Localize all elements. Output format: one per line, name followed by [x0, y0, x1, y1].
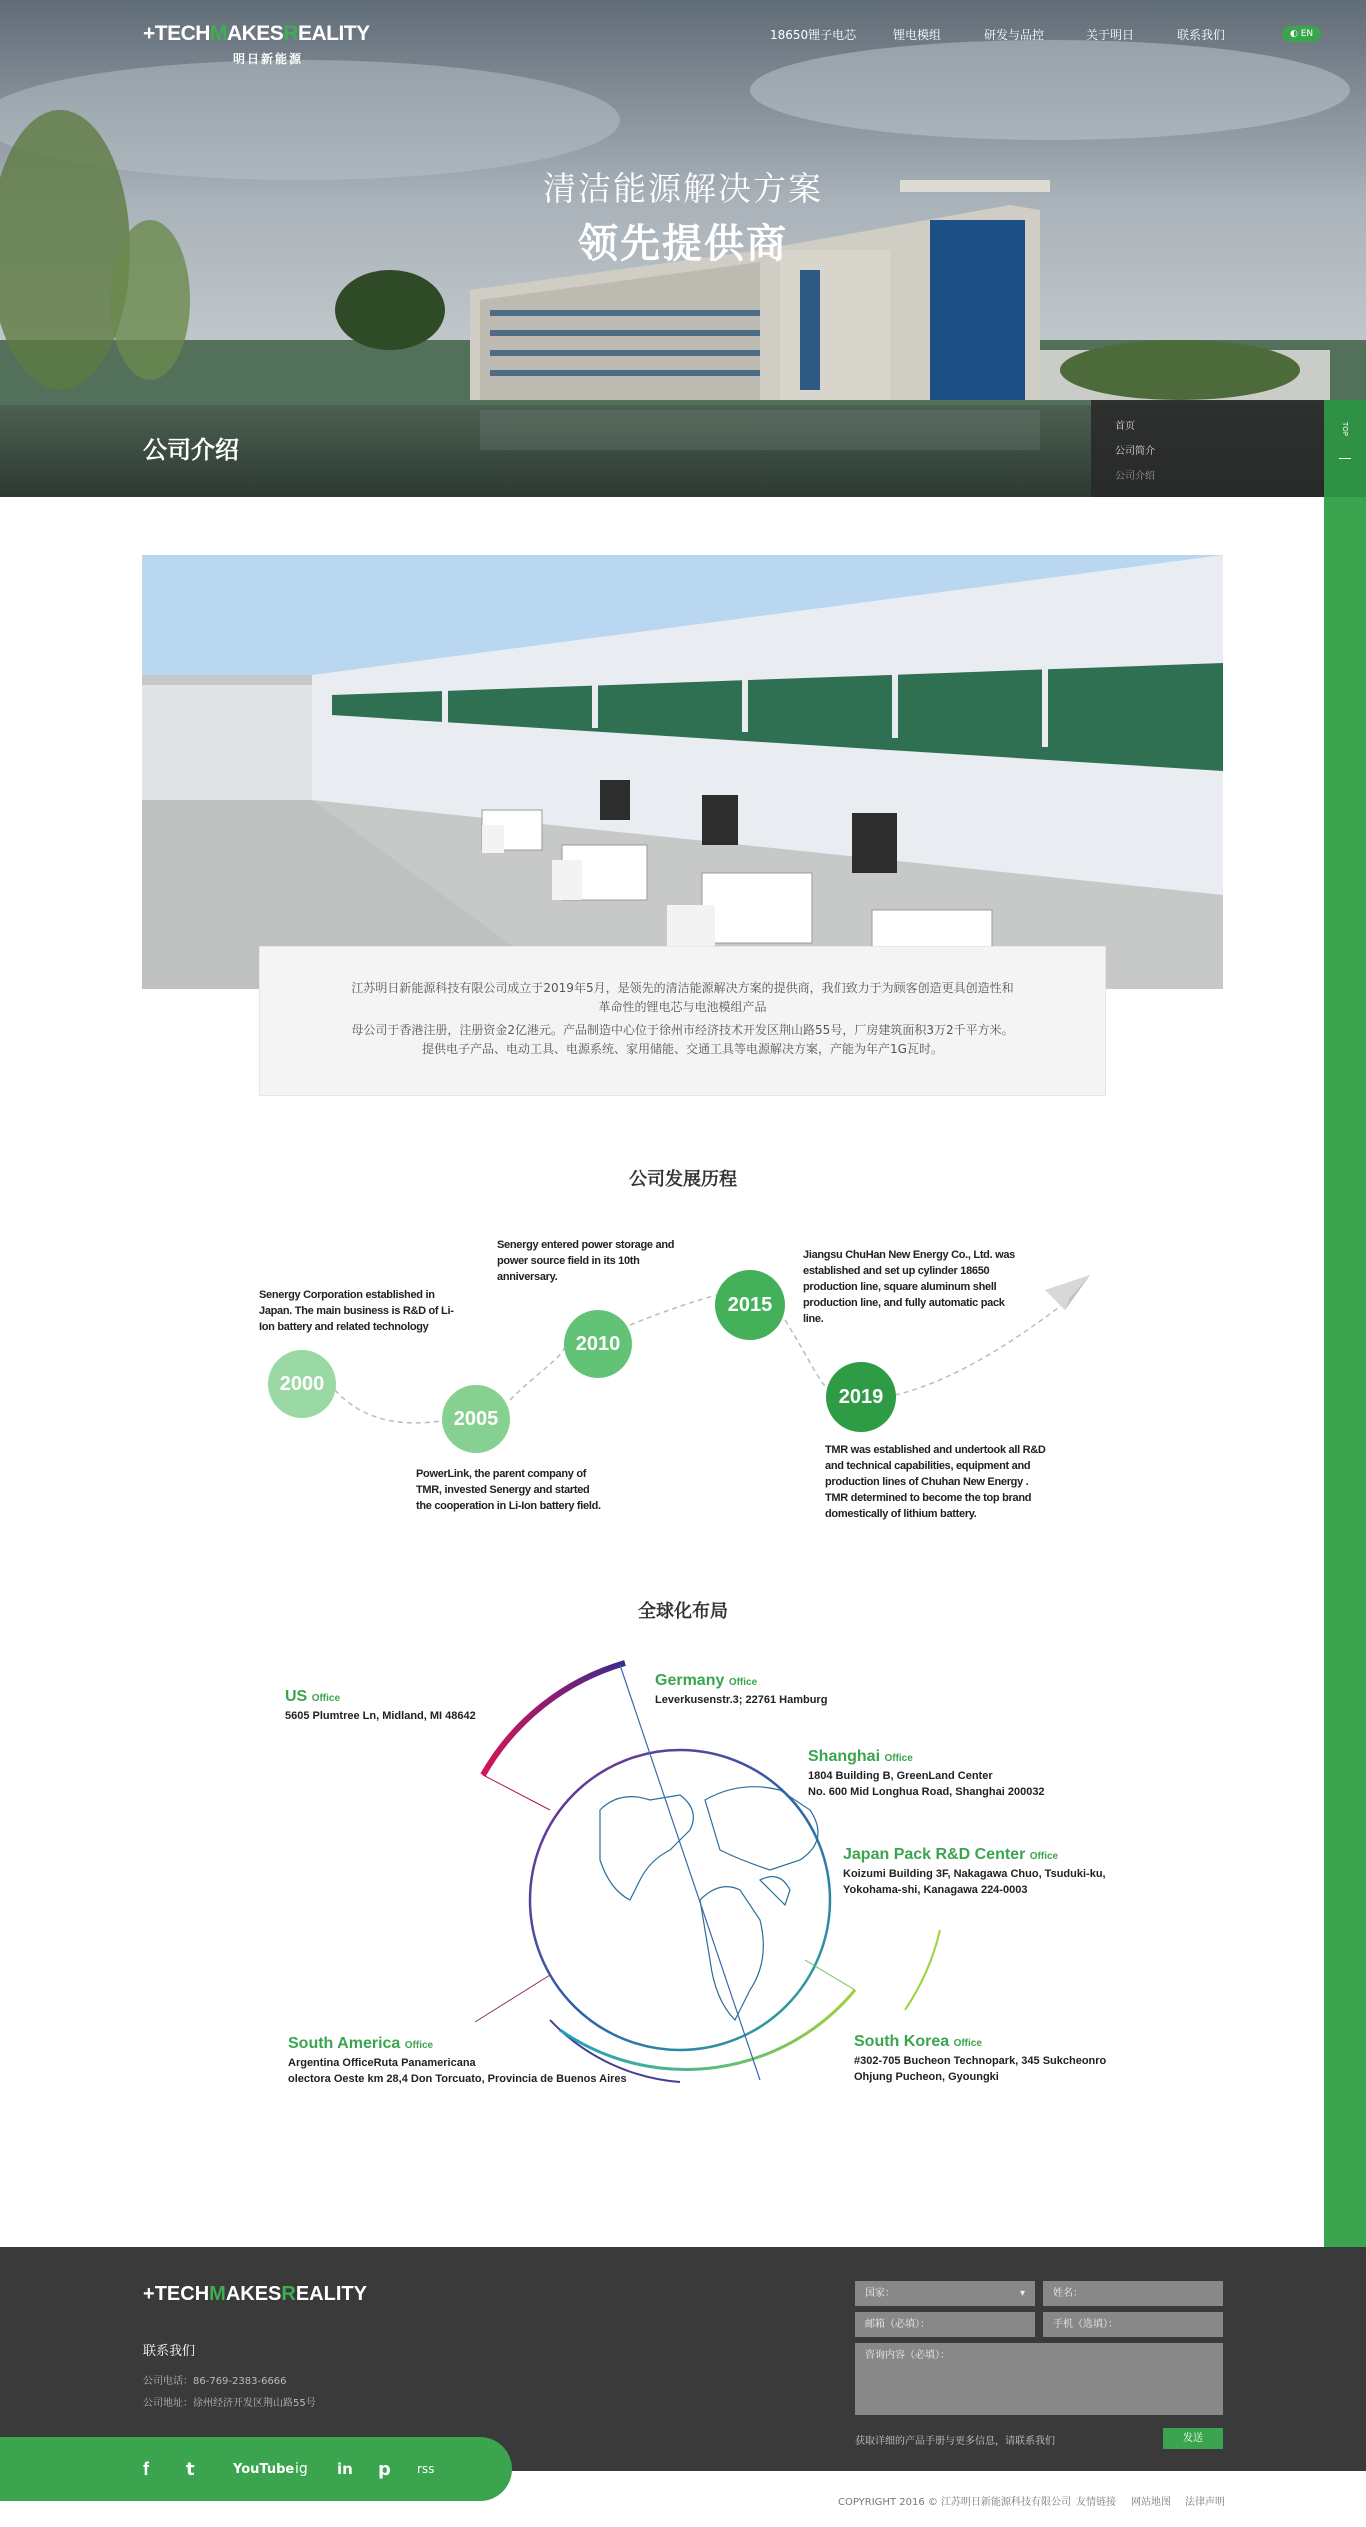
- nav-item-cells[interactable]: 18650锂子电芯: [770, 28, 857, 42]
- logo-plus-icon: +: [143, 22, 155, 45]
- contact-address: 公司地址：徐州经济开发区荆山路55号: [143, 2398, 316, 2409]
- logo-plus-icon: +: [143, 2283, 155, 2305]
- back-to-top[interactable]: TOP: [1324, 400, 1366, 497]
- nav-item-modules[interactable]: 锂电模组: [893, 28, 942, 42]
- timeline-text-2005: PowerLink, the parent company of TMR, invested Senergy and started the cooperation in Li-Ion battery field.: [416, 1468, 601, 1512]
- message-field[interactable]: 咨询内容（必填）：: [855, 2343, 1223, 2415]
- chevron-down-icon: ▾: [1019, 2288, 1025, 2299]
- timeline-year-2010: 2010: [564, 1310, 632, 1378]
- breadcrumb-current: 公司介绍: [1115, 471, 1155, 482]
- instagram-icon[interactable]: ig: [295, 2461, 308, 2477]
- rss-icon[interactable]: rss: [417, 2462, 435, 2476]
- footer-link-friends[interactable]: 友情链接: [1076, 2497, 1116, 2508]
- footer-link-legal[interactable]: 法律声明: [1185, 2497, 1225, 2508]
- office-germany: Germany Office Leverkusenstr.3; 22761 Hamburg: [655, 1672, 828, 1706]
- timeline-year-2015: 2015: [715, 1270, 785, 1340]
- nav-item-contact[interactable]: 联系我们: [1177, 28, 1226, 42]
- twitter-icon[interactable]: t: [186, 2459, 195, 2480]
- office-south-korea: South Korea Office #302-705 Bucheon Technopark, 345 Sukcheonro Ohjung Pucheon, Gyoungki: [854, 2033, 1107, 2083]
- office-shanghai: Shanghai Office 1804 Building B, GreenLand Center No. 600 Mid Longhua Road, Shanghai 200032: [808, 1748, 1045, 1798]
- globe-icon: ◐: [1290, 29, 1298, 39]
- breadcrumb-home[interactable]: 首页: [1115, 421, 1135, 432]
- office-us: US Office 5605 Plumtree Ln, Midland, MI 48642: [285, 1688, 476, 1722]
- country-select[interactable]: 国家： ▾: [855, 2281, 1035, 2306]
- nav-item-about[interactable]: 关于明日: [1086, 28, 1135, 42]
- timeline-year-2019: 2019: [826, 1362, 896, 1432]
- contact-phone: 公司电话：86-769-2383-6666: [143, 2376, 287, 2387]
- facebook-icon[interactable]: f: [143, 2459, 149, 2479]
- breadcrumb-profile[interactable]: 公司简介: [1115, 446, 1155, 457]
- contact-title: 联系我们: [143, 2344, 196, 2359]
- youtube-icon[interactable]: YouTube: [233, 2462, 295, 2477]
- footer-logo[interactable]: +TECHMAKESREALITY: [143, 2283, 367, 2305]
- timeline-text-2019: TMR was established and undertook all R&D and technical capabilities, equipment and production lines of Chuhan New Energy . TMR determined to become the top brand domestically of lithium battery.: [825, 1444, 1046, 1520]
- timeline-text-2000: Senergy Corporation established in Japan. The main business is R&D of Li-Ion battery and related technology: [259, 1289, 454, 1333]
- name-field[interactable]: 姓名：: [1043, 2281, 1223, 2306]
- email-field[interactable]: 邮箱（必填）：: [855, 2312, 1035, 2337]
- intro-paragraph-1: 江苏明日新能源科技有限公司成立于2019年5月，是领先的清洁能源解决方案的提供商，我们致力于为顾客创造更具创造性和革命性的锂电芯与电池模组产品: [351, 981, 1014, 1014]
- mobile-field[interactable]: 手机（选填）：: [1043, 2312, 1223, 2337]
- intro-paragraph-2: 母公司于香港注册，注册资金2亿港元。产品制造中心位于徐州市经济技术开发区荆山路55号，厂房建筑面积3万2千平方米。提供电子产品、电动工具、电源系统、家用储能、交通工具等电源解决方案，产能为年产1G瓦时。: [351, 1023, 1014, 1056]
- hero-line-1: 清洁能源解决方案: [543, 169, 823, 208]
- pinterest-icon[interactable]: p: [378, 2459, 391, 2480]
- social-bar: [0, 2437, 512, 2501]
- hero-line-2: 领先提供商: [578, 221, 788, 267]
- global-title: 全球化布局: [638, 1601, 728, 1622]
- timeline-text-2015: Jiangsu ChuHan New Energy Co., Ltd. was established and set up cylinder 18650 production line, square aluminum shell production line, and fully automatic pack line.: [803, 1249, 1016, 1325]
- timeline-year-2005: 2005: [442, 1385, 510, 1453]
- page-title: 公司介绍: [143, 436, 239, 464]
- language-switch[interactable]: ◐ EN: [1282, 26, 1321, 42]
- timeline-year-2000: 2000: [268, 1350, 336, 1418]
- logo-cn: 明日新能源: [232, 52, 303, 66]
- office-japan: Japan Pack R&D Center Office Koizumi Building 3F, Nakagawa Chuo, Tsuduki-ku, Yokohama-shi, Kanagawa 224-0003: [843, 1846, 1106, 1896]
- footer-link-sitemap[interactable]: 网站地图: [1131, 2497, 1171, 2508]
- logo[interactable]: +TECHMAKESREALITY 明日新能源: [143, 22, 370, 66]
- linkedin-icon[interactable]: in: [337, 2460, 353, 2478]
- copyright: COPYRIGHT 2016 © 江苏明日新能源科技有限公司: [838, 2497, 1072, 2508]
- timeline-text-2010: Senergy entered power storage and power source field in its 10th anniversary.: [497, 1239, 675, 1283]
- send-button[interactable]: 发送: [1163, 2428, 1223, 2449]
- nav-item-rnd[interactable]: 研发与品控: [984, 28, 1045, 42]
- form-note: 获取详细的产品手册与更多信息，请联系我们: [855, 2436, 1055, 2447]
- office-south-america: South America Office Argentina OfficeRuta Panamericana olectora Oeste km 28,4 Don Torcuato, Provincia de Buenos Aires: [288, 2035, 627, 2085]
- footer-contact: [143, 2340, 316, 2415]
- history-title: 公司发展历程: [629, 1169, 737, 1190]
